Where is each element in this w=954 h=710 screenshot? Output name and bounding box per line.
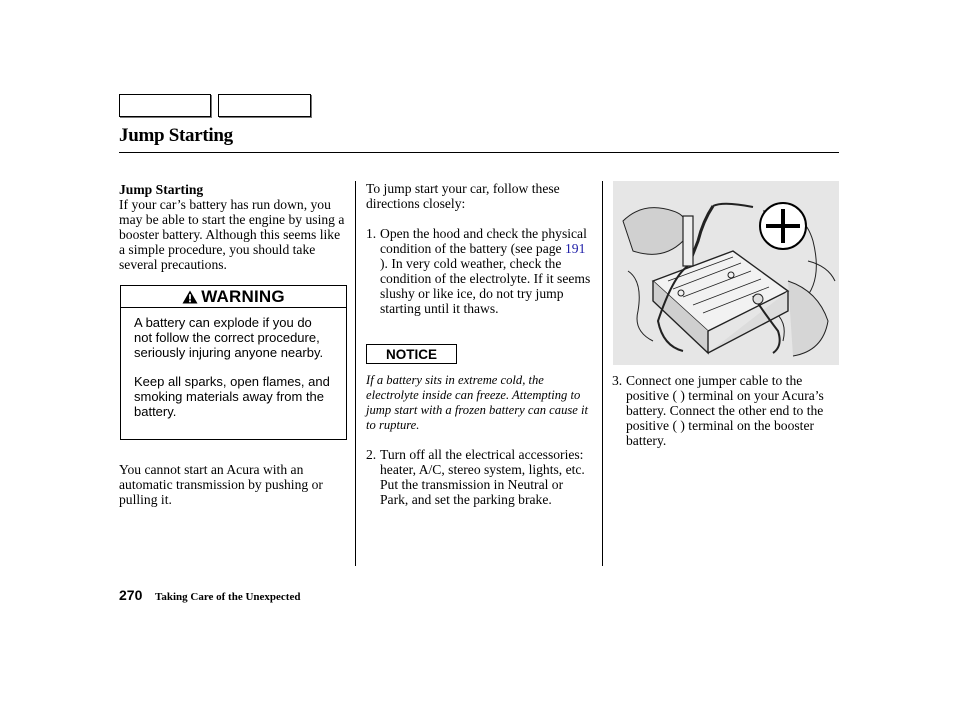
warning-body <box>121 315 346 419</box>
warning-header <box>121 286 346 308</box>
step-2 <box>366 447 594 507</box>
notice-label: NOTICE <box>385 346 437 362</box>
step-1 <box>366 226 594 316</box>
warning-triangle-icon <box>182 290 198 304</box>
warning-paragraph-1: A battery can explode if you do not follow the correct procedure, seriously injuring anyone nearby. <box>134 315 324 360</box>
engine-bay-drawing <box>613 181 839 365</box>
main-menu-button[interactable] <box>119 94 211 117</box>
outro-paragraph: You cannot start an Acura with an automatic transmission by pushing or pulling it. <box>119 462 323 507</box>
title-rule <box>119 152 839 153</box>
step-1-text <box>380 226 594 316</box>
column-1 <box>119 182 347 272</box>
step-2-text: Turn off all the electrical accessories: heater, A/C, stereo system, lights, etc. <box>380 447 585 477</box>
column-2-intro: To jump start your car, follow these directions closely: <box>366 181 560 211</box>
step-2-body <box>380 447 594 507</box>
column-divider-1 <box>355 181 356 566</box>
section-heading: Jump Starting <box>119 182 204 197</box>
warning-paragraph-2: Keep all sparks, open flames, and smoking materials away from the battery. <box>134 374 330 419</box>
intro-paragraph: If your car’s battery has run down, you may be able to start the engine by using a booster battery. Although this seems like a simple procedure, you should take several precautions. <box>119 197 345 272</box>
step-3-number: 3. <box>612 373 623 388</box>
step-3-text: Connect one jumper cable to the positive ( ) terminal on your Acura’s battery. Connect the other end to the positive ( ) terminal on the booster battery. <box>626 373 824 448</box>
step-1-text-a: Open the hood and check the physical condition of the battery (see page <box>380 226 587 256</box>
warning-box <box>120 285 347 440</box>
column-divider-2 <box>602 181 603 566</box>
page-191-link[interactable]: 191 <box>564 241 586 256</box>
notice-box <box>366 344 457 364</box>
page-number: 270 <box>119 587 143 603</box>
battery-illustration <box>613 181 839 365</box>
footer-section-title: Taking Care of the Unexpected <box>155 591 301 603</box>
step-1-number: 1. <box>366 226 377 241</box>
table-of-contents-button[interactable] <box>218 94 311 117</box>
step-3 <box>612 373 839 448</box>
step-2-text-2: Put the transmission in Neutral or Park, and set the parking brake. <box>380 477 564 507</box>
step-1-text-b: ). In very cold weather, check the condition of the electrolyte. If it seems slushy or like ice, do not try jump starting until it thaws. <box>380 256 591 316</box>
warning-label: WARNING <box>201 286 285 306</box>
step-2-number: 2. <box>366 447 377 462</box>
notice-text: If a battery sits in extreme cold, the electrolyte inside can freeze. Attempting to jump start with a frozen battery can cause it to rupture. <box>366 373 589 432</box>
page-title: Jump Starting <box>119 125 233 146</box>
